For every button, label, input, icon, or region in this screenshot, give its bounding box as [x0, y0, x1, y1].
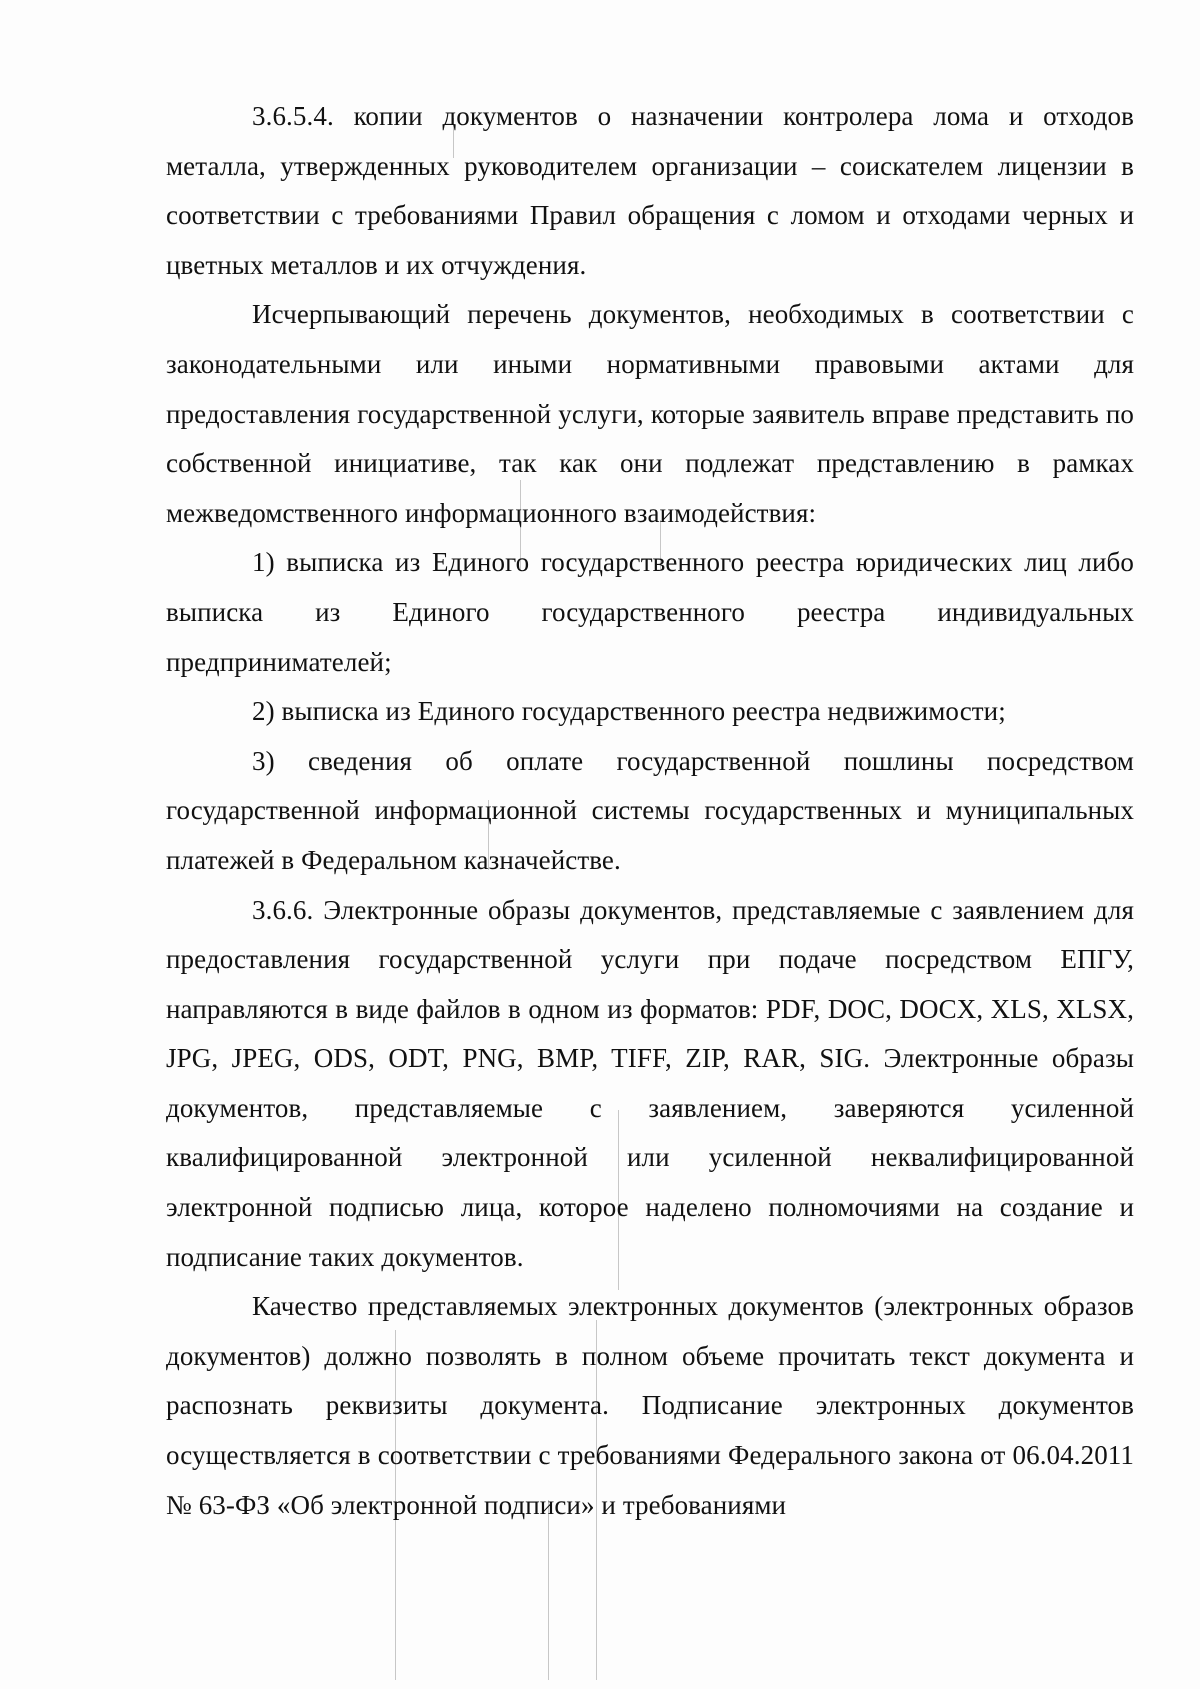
paragraph-3-6-5-4: 3.6.5.4. копии документов о назначении контролера лома и отходов металла, утвержденных руководителем организации – соискателем лицензии в соответствии с требованиями Правил обращения с ломом и отходами черных и цветных металлов и их отчуждения. [166, 101, 1134, 280]
document-body [166, 92, 1134, 1530]
list-item-3: 3) сведения об оплате государственной пошлины посредством государственной информационной системы государственных и муниципальных платежей в Федеральном казначействе. [166, 745, 1134, 875]
paragraph-3-6-6: 3.6.6. Электронные образы документов, представляемые с заявлением для предоставления государственной услуги при подаче посредством ЕПГУ, направляются в виде файлов в одном из форматов: PDF, DOC, DOCX, XLS, XLSX, JPG, JPEG, ODS, ODT, PNG, BMP, TIFF, ZIP, RAR, SIG. Электронные образы документов, представляемые с заявлением, заверяются усиленной квалифицированной электронной или усиленной неквалифицированной электронной подписью лица, которое наделено полномочиями на создание и подписание таких документов. [166, 894, 1134, 1272]
list-item-1: 1) выписка из Единого государственного реестра юридических лиц либо выписка из Единого государственного реестра индивидуальных предпринимателей; [166, 547, 1134, 677]
paragraph-exhaustive-list: Исчерпывающий перечень документов, необходимых в соответствии с законодательными или иными нормативными правовыми актами для предоставления государственной услуги, которые заявитель вправе представить по собственной инициативе, так как они подлежат представлению в рамках межведомственного информационного взаимодействия: [166, 299, 1134, 528]
list-item-2: 2) выписка из Единого государственного реестра недвижимости; [252, 696, 1006, 727]
paragraph-quality: Качество представляемых электронных документов (электронных образов документов) должно позволять в полном объеме прочитать текст документа и распознать реквизиты документа. Подписание электронных документов осуществляется в соответствии с требованиями Федерального закона от 06.04.2011 № 63-ФЗ «Об электронной подписи» и требованиями [166, 1291, 1134, 1520]
